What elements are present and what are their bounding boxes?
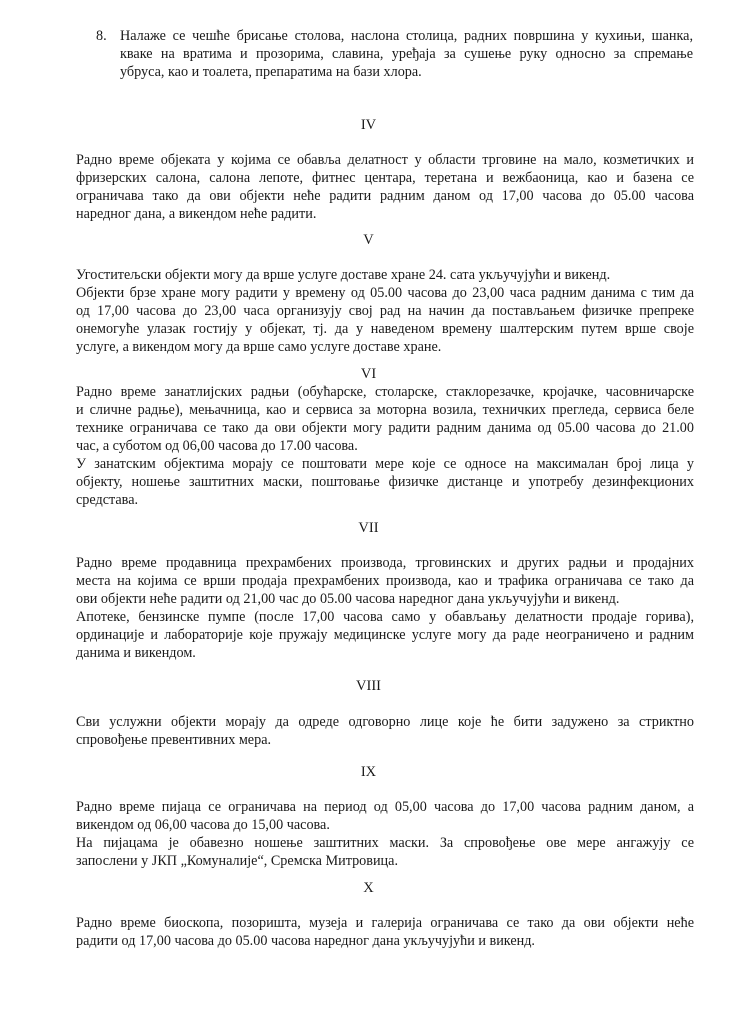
paragraph-line: Апотеке, бензинске пумпе (после 17,00 часова само у обављању делатности продаје горива), xyxy=(76,609,694,625)
paragraph-line: Сви услужни објекти морају да одреде одговорно лице које ће бити задужено за стриктно xyxy=(76,714,694,730)
paragraph-line: ови објекти неће радити од 21,00 час до 05.00 часова наредног дана укључујући и викенд. xyxy=(76,591,620,607)
item-number: 8. xyxy=(96,28,107,44)
paragraph-line: технике ограничава се тако да ови објекти могу радити радним данима од 05.00 часова до 21.00 xyxy=(76,420,694,436)
paragraph-line: кваке на вратима и прозорима, славина, уређаја за сушење руку односно за спремање xyxy=(120,46,693,62)
paragraph-line: Радно време објеката у којима се обавља делатност у области трговине на мало, козметичких и xyxy=(76,152,694,168)
paragraph-line: радити од 17,00 часова до 05.00 часова наредног дана укључујући и викенд. xyxy=(76,933,535,949)
paragraph-line: Радно време пијаца се ограничава на период од 05,00 часова до 17,00 часова радним даном, а xyxy=(76,799,694,815)
paragraph-line: услуге, а викендом могу да врше само услуге доставе хране. xyxy=(76,339,442,355)
paragraph-line: места на којима се врши продаја прехрамбених производа, као и трафика ограничава се тако да xyxy=(76,573,694,589)
paragraph-line: У занатским објектима морају се поштовати мере које се односе на максималан број лица у xyxy=(76,456,694,472)
section-heading: IX xyxy=(360,764,377,780)
paragraph-line: спровођење превентивних мера. xyxy=(76,732,272,748)
paragraph-line: Радно време биоскопа, позоришта, музеја и галерија ограничава се тако да ови објекти неће xyxy=(76,915,694,931)
paragraph-line: од 17,00 часова до 23,00 часа организују свој рад на начин да постављањем физичке препреке xyxy=(76,303,694,319)
paragraph-line: наредног дана, а викендом неће радити. xyxy=(76,206,317,222)
paragraph-line: фризерских салона, салона лепоте, фитнес центара, теретана и вежбаоница, као и базена се xyxy=(76,170,694,186)
paragraph-line: Радно време продавница прехрамбених производа, трговинских и других радњи и продајних xyxy=(76,555,694,571)
section-heading: IV xyxy=(360,117,377,133)
paragraph-line: средстава. xyxy=(76,492,139,508)
section-heading: X xyxy=(363,880,374,896)
paragraph-line: и сличне радње), мењачница, као и сервиса за моторна возила, техничких прегледа, сервиса беле xyxy=(76,402,694,418)
paragraph-line: Радно време занатлијских радњи (обућарске, столарске, стаклорезачке, кројачке, часовничарске xyxy=(76,384,694,400)
section-heading: VI xyxy=(360,366,377,382)
paragraph-line: На пијацама је обавезно ношење заштитних маски. За спровођење ове мере ангажују се xyxy=(76,835,694,851)
paragraph-line: запослени у ЈКП „Комуналије“, Сремска Митровица. xyxy=(76,853,398,869)
paragraph-line: убруса, као и тоалета, препаратима на бази хлора. xyxy=(120,64,422,80)
section-heading: V xyxy=(363,232,374,248)
paragraph-line: објекту, ношење заштитних маски, поштовање физичке дистанце и употребу дезинфекционих xyxy=(76,474,694,490)
paragraph-line: Објекти брзе хране могу радити у времену од 05.00 часова до 23,00 часа радним данима с тим да xyxy=(76,285,694,301)
paragraph-line: Налаже се чешће брисање столова, наслона столица, радних површина у кухињи, шанка, xyxy=(120,28,693,44)
paragraph-line: час, а суботом од 06,00 часова до 17.00 часова. xyxy=(76,438,358,454)
paragraph-line: данима и викендом. xyxy=(76,645,196,661)
paragraph-line: онемогуће улазак гостију у објекат, тј. да у наведеном времену шалтерским путем врше своје xyxy=(76,321,694,337)
section-heading: VII xyxy=(358,520,379,536)
paragraph-line: Угоститељски објекти могу да врше услуге доставе хране 24. сата укључујући и викенд. xyxy=(76,267,611,283)
paragraph-line: ограничава тако да ови објекти неће радити радним даном од 17,00 часова до 05.00 часова xyxy=(76,188,694,204)
paragraph-line: ординације и лабораторије које пружају медицинске услуге могу да раде неограничено и радним xyxy=(76,627,694,643)
section-heading: VIII xyxy=(356,678,381,694)
paragraph-line: викендом од 06,00 часова до 15,00 часова. xyxy=(76,817,330,833)
